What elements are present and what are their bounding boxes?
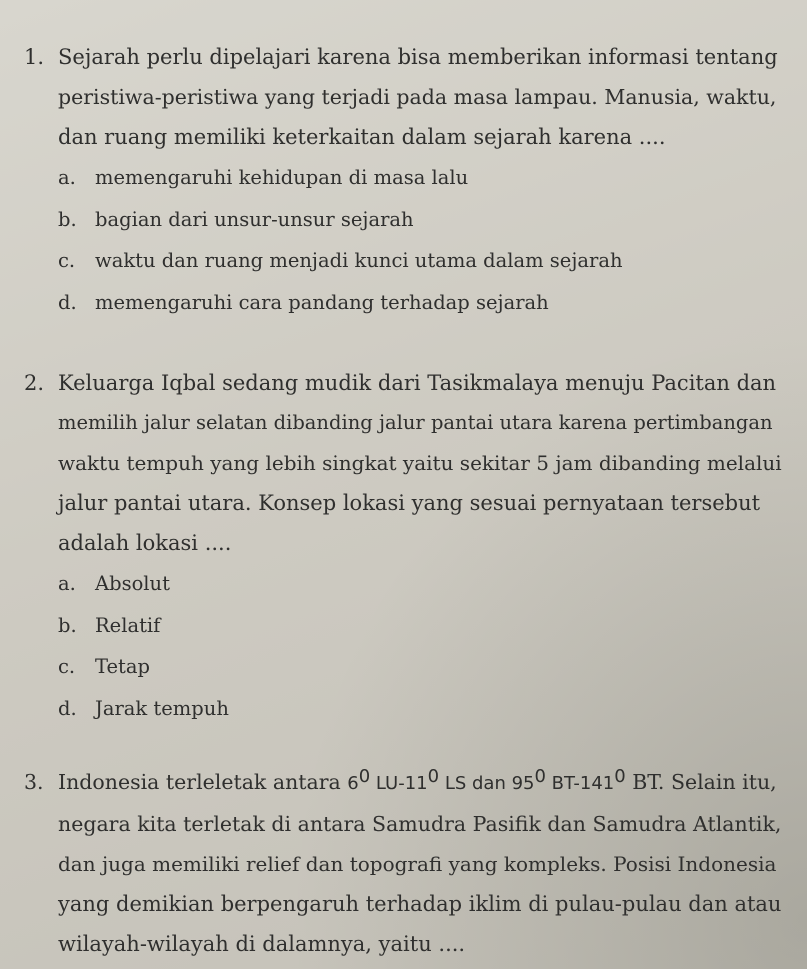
option-d[interactable] bbox=[24, 282, 784, 324]
degree-sign: 0 bbox=[534, 766, 546, 787]
question-number: 2. bbox=[24, 371, 45, 395]
option-a[interactable] bbox=[24, 563, 784, 605]
option-letter: c. bbox=[58, 655, 76, 678]
question-3 bbox=[24, 757, 784, 964]
question-text: Keluarga Iqbal sedang mudik dari Tasikmalaya menuju Pacitan dan bbox=[58, 371, 777, 395]
option-text: Jarak tempuh bbox=[95, 696, 229, 720]
question-2-line-4: jalur pantai utara. Konsep lokasi yang sesuai pernyataan tersebut bbox=[58, 491, 761, 515]
degree-sign: 0 bbox=[358, 766, 371, 787]
option-text: Tetap bbox=[95, 655, 150, 678]
question-1-line-2: peristiwa-peristiwa yang terjadi pada masa lampau. Manusia, waktu, bbox=[58, 85, 777, 109]
question-1-line-3: dan ruang memiliki keterkaitan dalam sejarah karena .... bbox=[58, 125, 666, 149]
option-letter: d. bbox=[58, 696, 77, 720]
longitude-mid: BT-141 bbox=[545, 773, 615, 794]
option-letter: c. bbox=[58, 249, 76, 272]
question-text: Sejarah perlu dipelajari karena bisa memberikan informasi tentang bbox=[58, 45, 778, 69]
question-2-line-1 bbox=[24, 363, 784, 403]
question-2-line-5: adalah lokasi .... bbox=[58, 531, 232, 555]
option-d[interactable] bbox=[24, 688, 784, 730]
option-b[interactable] bbox=[24, 605, 784, 647]
question-3-line-5: wilayah-wilayah di dalamnya, yaitu .... bbox=[58, 932, 466, 956]
question-3-line-1 bbox=[24, 757, 784, 804]
option-text: bagian dari unsur-unsur sejarah bbox=[95, 207, 414, 231]
degree-sign: 0 bbox=[614, 766, 626, 787]
option-letter: b. bbox=[58, 613, 77, 637]
latitude-mid: LU-11 bbox=[370, 773, 428, 794]
question-2-line-3: waktu tempuh yang lebih singkat yaitu sekitar 5 jam dibanding melalui bbox=[58, 451, 782, 475]
option-c[interactable] bbox=[24, 240, 784, 282]
question-3-line-2: negara kita terletak di antara Samudra Pasifik dan Samudra Atlantik, bbox=[58, 812, 782, 836]
question-number: 1. bbox=[24, 45, 45, 69]
question-text: Indonesia terleletak antara bbox=[58, 770, 348, 794]
option-text: Absolut bbox=[95, 572, 170, 595]
option-letter: a. bbox=[58, 166, 76, 189]
option-letter: a. bbox=[58, 572, 76, 595]
option-c[interactable] bbox=[24, 646, 784, 688]
option-text: memengaruhi kehidupan di masa lalu bbox=[95, 166, 469, 189]
option-a[interactable] bbox=[24, 157, 784, 199]
latitude-start: 6 bbox=[347, 773, 359, 794]
option-text: memengaruhi cara pandang terhadap sejarah bbox=[95, 290, 549, 314]
option-b[interactable] bbox=[24, 199, 784, 241]
question-number: 3. bbox=[24, 770, 44, 794]
conjunction: dan bbox=[466, 773, 512, 794]
latitude-end: LS bbox=[439, 773, 467, 794]
option-letter: d. bbox=[58, 290, 77, 314]
question-2-line-2: memilih jalur selatan dibanding jalur pantai utara karena pertimbangan bbox=[58, 411, 773, 434]
question-3-line-3: dan juga memiliki relief dan topografi yang kompleks. Posisi Indonesia bbox=[58, 852, 777, 876]
longitude-end: BT. Selain itu, bbox=[625, 770, 777, 794]
option-text: Relatif bbox=[95, 613, 161, 637]
question-1-line-1 bbox=[24, 37, 784, 77]
degree-sign: 0 bbox=[427, 766, 440, 787]
option-letter: b. bbox=[58, 207, 77, 231]
question-1 bbox=[24, 37, 784, 323]
option-text: waktu dan ruang menjadi kunci utama dalam sejarah bbox=[95, 249, 623, 272]
question-2 bbox=[24, 363, 784, 729]
question-3-line-4: yang demikian berpengaruh terhadap iklim di pulau-pulau dan atau bbox=[58, 892, 782, 916]
longitude-start: 95 bbox=[511, 773, 535, 794]
